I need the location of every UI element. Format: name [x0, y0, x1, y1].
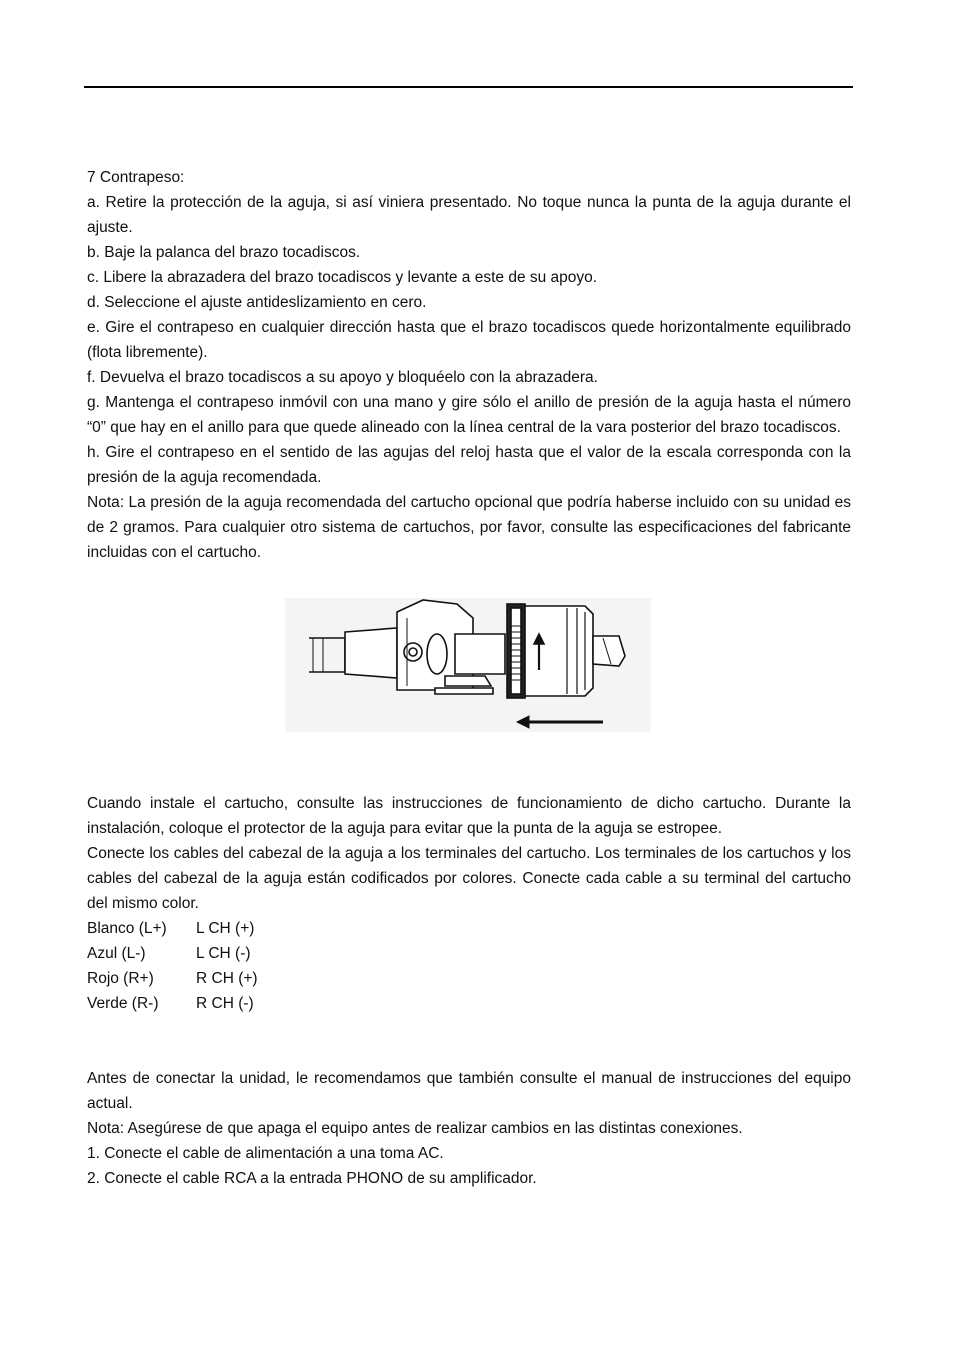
stylus-pressure-note: Nota: La presión de la aguja recomendada del cartucho opcional que podría haberse incluido con su unidad es de 2 gramos. Para cualquier otro sistema de cartuchos, por favor, consulte las especificaciones del fabricante incluidas con el cartucho. [87, 494, 851, 561]
cartridge-install-paragraph: Cuando instale el cartucho, consulte las instrucciones de funcionamiento de dicho cartucho. Durante la instalación, coloque el protector de la aguja para evitar que la punta de la aguja se estropee. [87, 795, 851, 837]
step-h: h. Gire el contrapeso en el sentido de las agujas del reloj hasta que el valor de la escala corresponda con la presión de la aguja recomendada. [87, 444, 851, 486]
wire-row [87, 991, 851, 1016]
connection-intro: Antes de conectar la unidad, le recomendamos que también consulte el manual de instrucciones del equipo actual. [87, 1070, 851, 1112]
wire-terminal: R CH (+) [196, 970, 258, 987]
wire-row [87, 916, 851, 941]
wire-connection-paragraph: Conecte los cables del cabezal de la aguja a los terminales del cartucho. Los terminales de los cartuchos y los cables del cabezal de la aguja están codificados por colores. Conecte cada cable a su terminal del cartucho del mismo color. [87, 845, 851, 912]
step-g: g. Mantenga el contrapeso inmóvil con una mano y gire sólo el anillo de presión de la aguja hasta el número “0” que hay en el anillo para que quede alineado con la línea central de la vara posterior del brazo tocadiscos. [87, 394, 851, 436]
wire-color: Blanco (L+) [87, 920, 167, 937]
power-off-note: Nota: Asegúrese de que apaga el equipo antes de realizar cambios en las distintas conexiones. [87, 1120, 743, 1137]
wire-terminal: L CH (-) [196, 945, 251, 962]
connection-section [87, 1066, 851, 1191]
header-rule [84, 86, 853, 88]
step-c: c. Libere la abrazadera del brazo tocadiscos y levante a este de su apoyo. [87, 269, 598, 286]
wire-terminal: L CH (+) [196, 920, 255, 937]
wire-color: Azul (L-) [87, 945, 146, 962]
wire-terminal: R CH (-) [196, 995, 254, 1012]
wire-row [87, 966, 851, 991]
wire-color: Rojo (R+) [87, 970, 154, 987]
connect-step-1: 1. Conecte el cable de alimentación a una toma AC. [87, 1145, 444, 1162]
step-e: e. Gire el contrapeso en cualquier dirección hasta que el brazo tocadiscos quede horizontalmente equilibrado (flota libremente). [87, 319, 851, 361]
counterweight-illustration [285, 598, 651, 732]
tonearm-counterweight-drawing [285, 598, 651, 732]
step-d: d. Seleccione el ajuste antideslizamiento en cero. [87, 294, 427, 311]
counterweight-section [87, 165, 851, 565]
wire-row [87, 941, 851, 966]
step-b: b. Baje la palanca del brazo tocadiscos. [87, 244, 361, 261]
step-f: f. Devuelva el brazo tocadiscos a su apoyo y bloquéelo con la abrazadera. [87, 369, 598, 386]
section-heading: 7 Contrapeso: [87, 169, 185, 186]
wire-color: Verde (R-) [87, 995, 159, 1012]
connect-step-2: 2. Conecte el cable RCA a la entrada PHONO de su amplificador. [87, 1170, 537, 1187]
cartridge-section [87, 791, 851, 1016]
step-a: a. Retire la protección de la aguja, si así viniera presentado. No toque nunca la punta de la aguja durante el ajuste. [87, 194, 851, 236]
